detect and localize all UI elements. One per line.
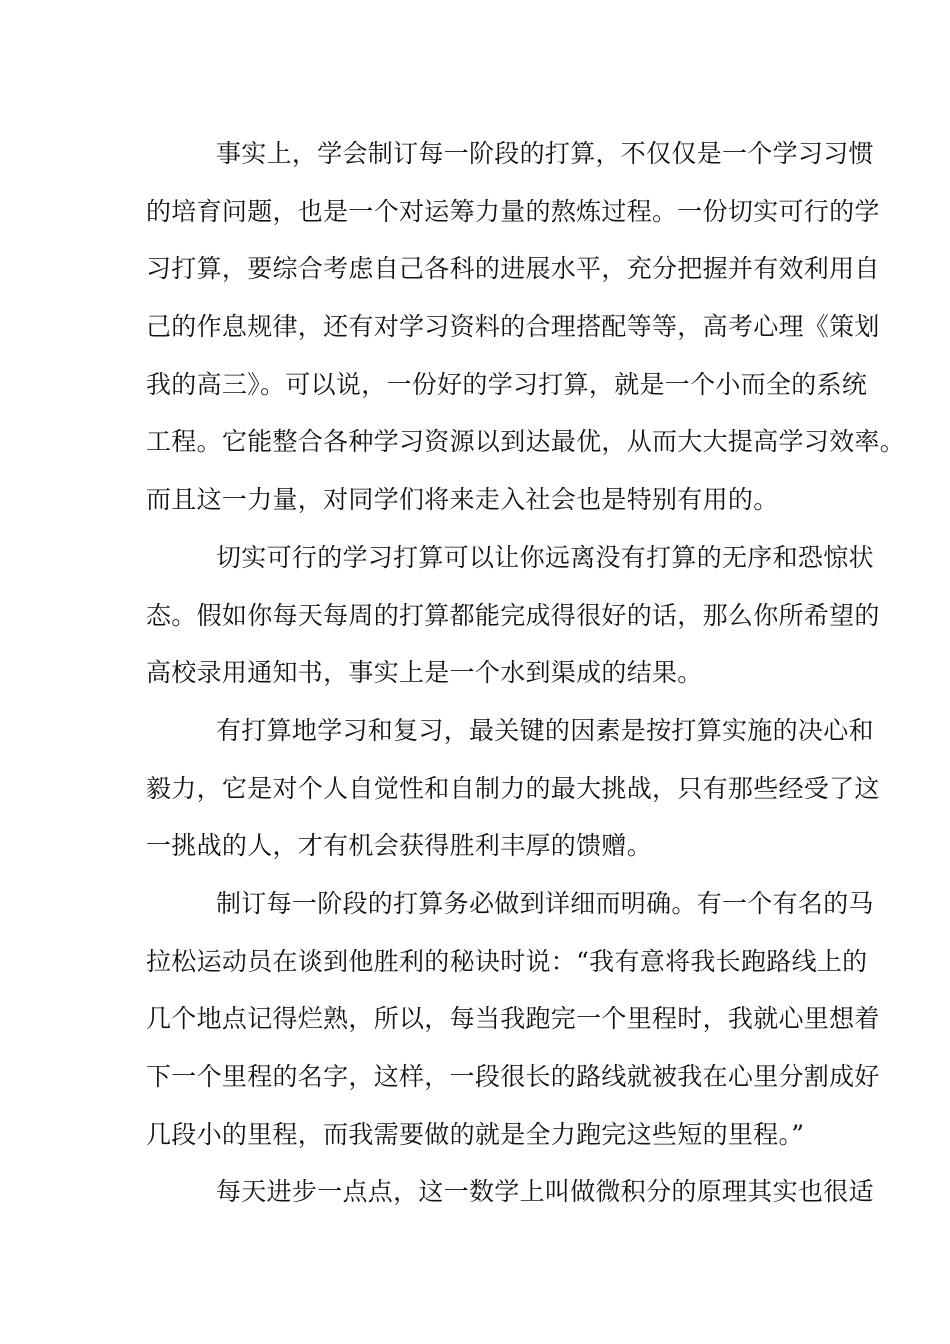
paragraph-1 bbox=[146, 125, 906, 529]
paragraph-2 bbox=[146, 529, 880, 702]
paragraph-3 bbox=[146, 702, 880, 875]
text-line: 几段小的里程，而我需要做的就是全力跑完这些短的里程。” bbox=[146, 1119, 805, 1149]
text-line: 习打算，要综合考虑自己各科的进展水平，充分把握并有效利用自 bbox=[146, 254, 880, 284]
text-line: 态。假如你每天每周的打算都能完成得很好的话，那么你所希望的 bbox=[146, 600, 880, 630]
text-line: 毅力，它是对个人自觉性和自制力的最大挑战，只有那些经受了这 bbox=[146, 773, 880, 803]
text-line: 一挑战的人，才有机会获得胜利丰厚的馈赠。 bbox=[146, 831, 653, 861]
text-line: 有打算地学习和复习，最关键的因素是按打算实施的决心和 bbox=[216, 715, 874, 745]
paragraph-4 bbox=[146, 875, 880, 1163]
text-line: 而且这一力量，对同学们将来走入社会也是特别有用的。 bbox=[146, 485, 779, 515]
body-text bbox=[146, 125, 906, 1221]
text-line: 的培育问题，也是一个对运筹力量的熬炼过程。一份切实可行的学 bbox=[146, 196, 880, 226]
text-line: 拉松运动员在谈到他胜利的秘诀时说：“我有意将我长跑路线上的 bbox=[146, 946, 868, 976]
text-line: 高校录用通知书，事实上是一个水到渠成的结果。 bbox=[146, 658, 703, 688]
text-line: 每天进步一点点，这一数学上叫做微积分的原理其实也很适 bbox=[216, 1177, 874, 1207]
text-line: 几个地点记得烂熟，所以，每当我跑完一个里程时，我就心里想着 bbox=[146, 1004, 880, 1034]
paragraph-5 bbox=[146, 1163, 874, 1221]
text-line: 工程。它能整合各种学习资源以到达最优，从而大大提高学习效率。 bbox=[146, 427, 906, 457]
text-line: 己的作息规律，还有对学习资料的合理搭配等等，高考心理《策划 bbox=[146, 312, 880, 342]
text-line: 切实可行的学习打算可以让你远离没有打算的无序和恐惊状 bbox=[216, 542, 874, 572]
text-line: 制订每一阶段的打算务必做到详细而明确。有一个有名的马 bbox=[216, 888, 874, 918]
text-line: 我的高三》。可以说，一份好的学习打算，就是一个小而全的系统 bbox=[146, 369, 868, 399]
text-line: 下一个里程的名字，这样，一段很长的路线就被我在心里分割成好 bbox=[146, 1062, 880, 1091]
text-line: 事实上，学会制订每一阶段的打算，不仅仅是一个学习习惯 bbox=[216, 139, 874, 168]
